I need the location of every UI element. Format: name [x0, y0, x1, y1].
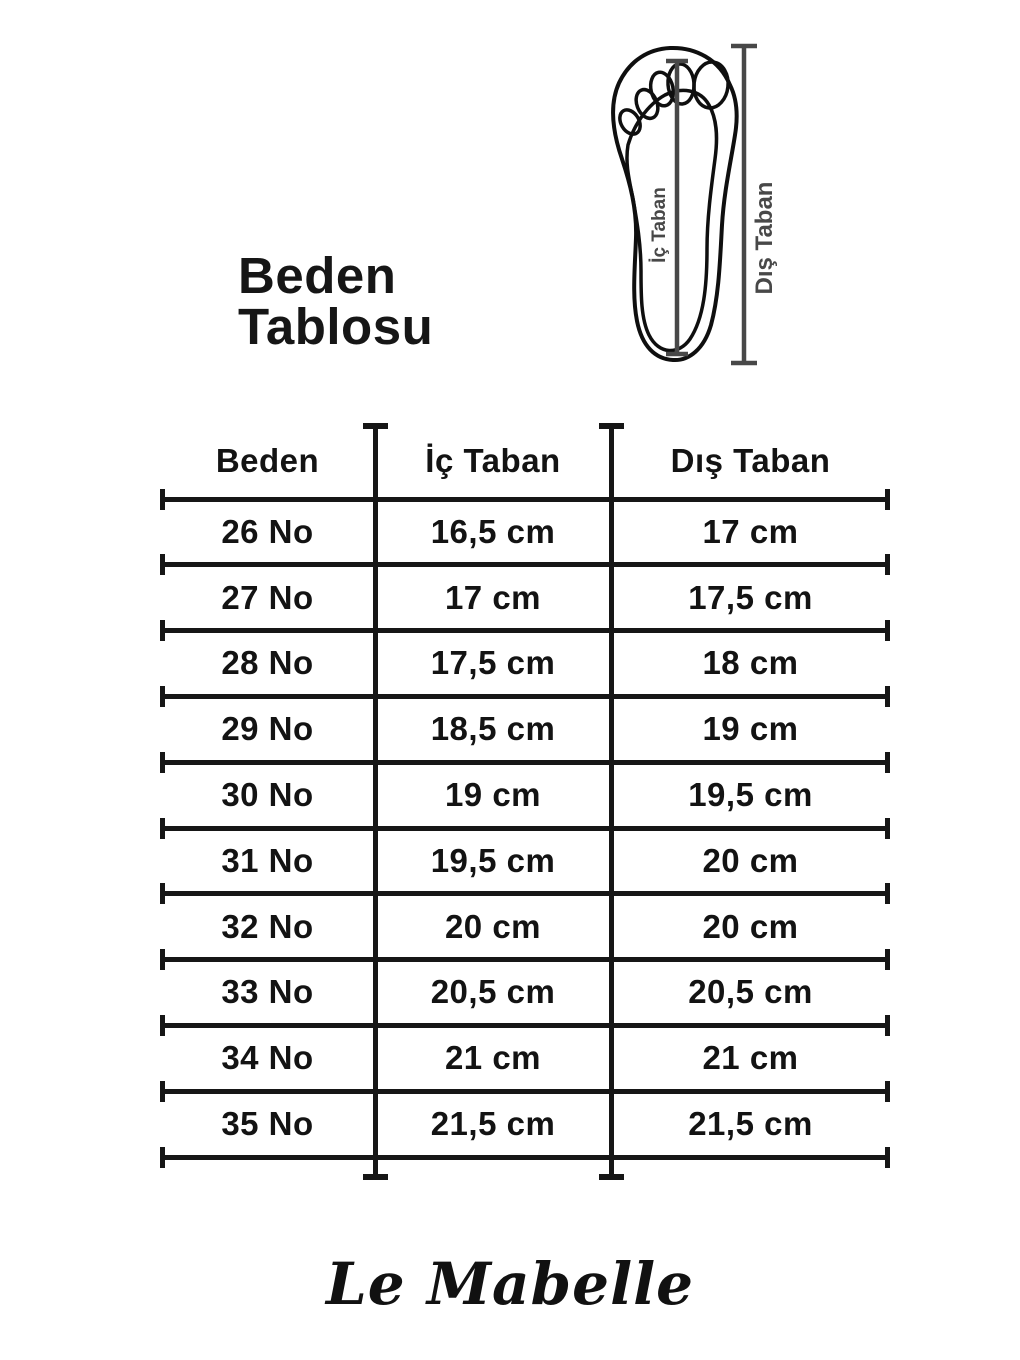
row-divider-line: [160, 694, 890, 699]
cell-size: 33 No: [221, 973, 314, 1011]
table-row: [160, 696, 890, 762]
cell-dis-taban: 21 cm: [702, 1039, 799, 1077]
table-header-row: [160, 423, 890, 499]
cell-ic-taban: 21,5 cm: [430, 1105, 556, 1143]
cell-ic-taban: 20 cm: [444, 907, 542, 945]
cell-size: 31 No: [221, 841, 314, 879]
cell-ic-taban: 19 cm: [444, 776, 542, 814]
row-divider-line: [160, 826, 890, 831]
table-row: [160, 565, 890, 631]
row-divider-line: [160, 562, 890, 567]
table-row: [160, 1091, 890, 1157]
page-title: [238, 247, 434, 355]
foot-measurement-diagram: [597, 33, 795, 377]
cell-dis-taban: 19 cm: [702, 710, 799, 748]
cell-ic-taban: 21 cm: [444, 1039, 542, 1077]
row-divider-line: [160, 497, 890, 502]
cell-dis-taban: 21,5 cm: [688, 1105, 813, 1143]
cell-size: 29 No: [221, 710, 314, 748]
cell-size: 26 No: [221, 512, 314, 550]
cell-ic-taban: 20,5 cm: [430, 973, 556, 1011]
cell-dis-taban: 18 cm: [702, 644, 799, 682]
page-title-line2: Tablosu: [238, 298, 434, 355]
cell-size: 34 No: [221, 1039, 314, 1077]
page-title-line1: Beden: [238, 247, 397, 304]
column-header-ic-taban: İç Taban: [425, 442, 561, 479]
cell-dis-taban: 20,5 cm: [688, 973, 813, 1011]
outer-sole-label: Dış Taban: [751, 181, 778, 295]
table-row: [160, 828, 890, 894]
cell-ic-taban: 19,5 cm: [430, 841, 556, 879]
column-divider-line: [609, 423, 614, 1180]
table-row: [160, 762, 890, 828]
cell-dis-taban: 17 cm: [702, 512, 799, 550]
row-divider-line: [160, 1155, 890, 1160]
cell-dis-taban: 20 cm: [702, 841, 799, 879]
table-row: [160, 1025, 890, 1091]
cell-dis-taban: 19,5 cm: [688, 776, 813, 814]
cell-ic-taban: 17,5 cm: [430, 644, 556, 682]
table-row: [160, 631, 890, 697]
toe-big-icon: [692, 60, 731, 109]
column-header-dis-taban: Dış Taban: [670, 442, 831, 479]
brand-logo: Le Mabelle: [325, 1250, 695, 1318]
inner-sole-label: İç Taban: [649, 187, 670, 263]
row-divider-line: [160, 1089, 890, 1094]
row-divider-line: [160, 628, 890, 633]
cell-ic-taban: 18,5 cm: [430, 710, 556, 748]
foot-diagram-svg: [597, 33, 795, 377]
cell-ic-taban: 16,5 cm: [430, 512, 556, 550]
cell-size: 32 No: [221, 907, 314, 945]
cell-size: 30 No: [221, 776, 314, 814]
toe-middle-icon: [648, 70, 677, 108]
row-divider-line: [160, 760, 890, 765]
cell-ic-taban: 17 cm: [444, 578, 542, 616]
cell-dis-taban: 17,5 cm: [688, 578, 813, 616]
row-divider-line: [160, 1023, 890, 1028]
cell-dis-taban: 20 cm: [702, 907, 799, 945]
size-table: [160, 423, 890, 1185]
cell-size: 28 No: [221, 644, 314, 682]
row-divider-line: [160, 891, 890, 896]
table-row: [160, 499, 890, 565]
column-header-beden: Beden: [215, 442, 320, 479]
cell-size: 35 No: [221, 1105, 314, 1143]
table-row: [160, 894, 890, 960]
table-row: [160, 960, 890, 1026]
row-divider-line: [160, 957, 890, 962]
column-divider-line: [373, 423, 378, 1180]
cell-size: 27 No: [221, 578, 314, 616]
